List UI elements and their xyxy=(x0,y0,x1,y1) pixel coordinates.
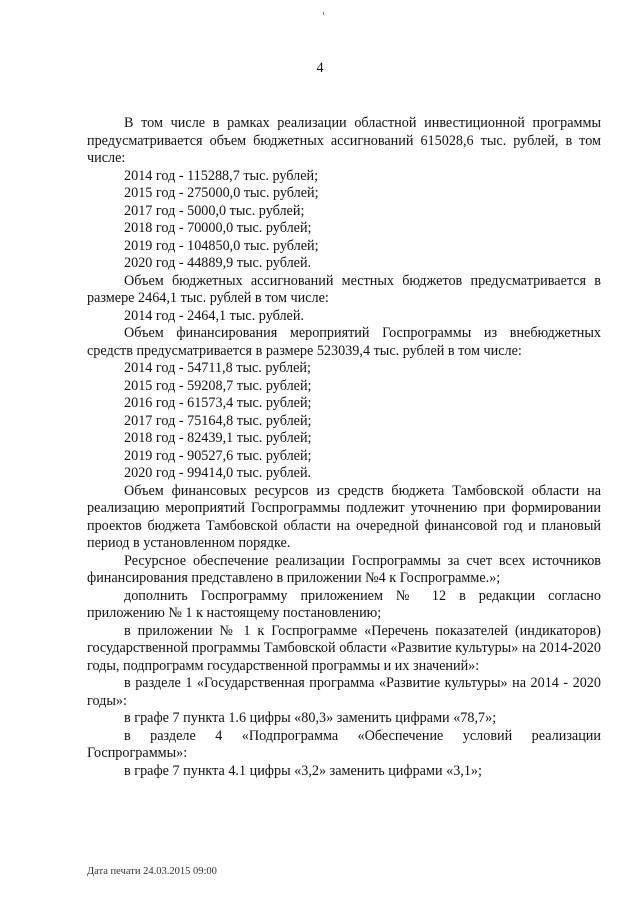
paragraph-extrabudget-intro: Объем финансирования мероприятий Госпрограммы из внебюджетных средств предусматривается в размере 523039,4 тыс. рублей в том числе: xyxy=(87,325,601,359)
scan-mark xyxy=(323,12,324,15)
paragraph-local-intro: Объем бюджетных ассигнований местных бюджетов предусматривается в размере 2464,1 тыс. рублей в том числе: xyxy=(87,272,601,306)
page-number: 4 xyxy=(316,60,324,76)
list-item: 2018 год - 82439,1 тыс. рублей; xyxy=(124,430,312,446)
list-item: 2015 год - 275000,0 тыс. рублей; xyxy=(124,185,319,201)
paragraph-resources: Ресурсное обеспечение реализации Госпрограммы за счет всех источников финансирования представлено в приложении №4 к Госпрограмме.»; xyxy=(87,552,601,586)
list-item: 2016 год - 61573,4 тыс. рублей; xyxy=(124,395,312,411)
document-body xyxy=(87,115,601,780)
list-item: 2020 год - 44889,9 тыс. рублей. xyxy=(124,255,312,271)
regional-year-list xyxy=(87,168,601,273)
list-item: 2015 год - 59208,7 тыс. рублей; xyxy=(124,377,312,394)
paragraph-graph7-item-4-1: в графе 7 пункта 4.1 цифры «3,2» заменить цифрами «3,1»; xyxy=(124,762,482,779)
print-date-footer: Дата печати 24.03.2015 09:00 xyxy=(87,866,217,877)
list-item: 2017 год - 5000,0 тыс. рублей; xyxy=(124,202,305,219)
paragraph-section-4: в разделе 4 «Подпрограмма «Обеспечение условий реализации Госпрограммы»: xyxy=(87,727,601,761)
paragraph-regional-intro: В том числе в рамках реализации областной инвестиционной программы предусматривается объем бюджетных ассигнований 615028,6 тыс. рублей, в том числе: xyxy=(87,115,601,166)
paragraph-graph7-item-1-6: в графе 7 пункта 1.6 цифры «80,3» заменить цифрами «78,7»; xyxy=(124,710,497,726)
local-year-list xyxy=(87,308,601,326)
list-item: 2014 год - 2464,1 тыс. рублей. xyxy=(124,307,304,324)
list-item: 2014 год - 115288,7 тыс. рублей; xyxy=(124,167,319,184)
list-item: 2019 год - 104850,0 тыс. рублей; xyxy=(124,237,319,254)
extrabudget-year-list xyxy=(87,360,601,483)
list-item: 2014 год - 54711,8 тыс. рублей; xyxy=(124,360,311,376)
list-item: 2020 год - 99414,0 тыс. рублей. xyxy=(124,465,312,481)
list-item: 2019 год - 90527,6 тыс. рублей; xyxy=(124,447,312,464)
paragraph-add-appendix: дополнить Госпрограмму приложением № 12 в редакции согласно приложению № 1 к настоящему постановлению; xyxy=(87,587,601,621)
list-item: 2018 год - 70000,0 тыс. рублей; xyxy=(124,220,312,236)
paragraph-refinement: Объем финансовых ресурсов из средств бюджета Тамбовской области на реализацию мероприятий Госпрограммы подлежит уточнению при формировании проектов бюджета Тамбовской области на очередной финансовой год и плановый период в установленном порядке. xyxy=(87,482,601,551)
paragraph-appendix-1: в приложении № 1 к Госпрограмме «Перечень показателей (индикаторов) государственной программы Тамбовской области «Развитие культуры» на 2014-2020 годы, подпрограмм государственной программы и их значений»: xyxy=(87,622,601,674)
list-item: 2017 год - 75164,8 тыс. рублей; xyxy=(124,412,312,429)
paragraph-section-1: в разделе 1 «Государственная программа «Развитие культуры» на 2014 - 2020 годы»: xyxy=(87,675,601,709)
